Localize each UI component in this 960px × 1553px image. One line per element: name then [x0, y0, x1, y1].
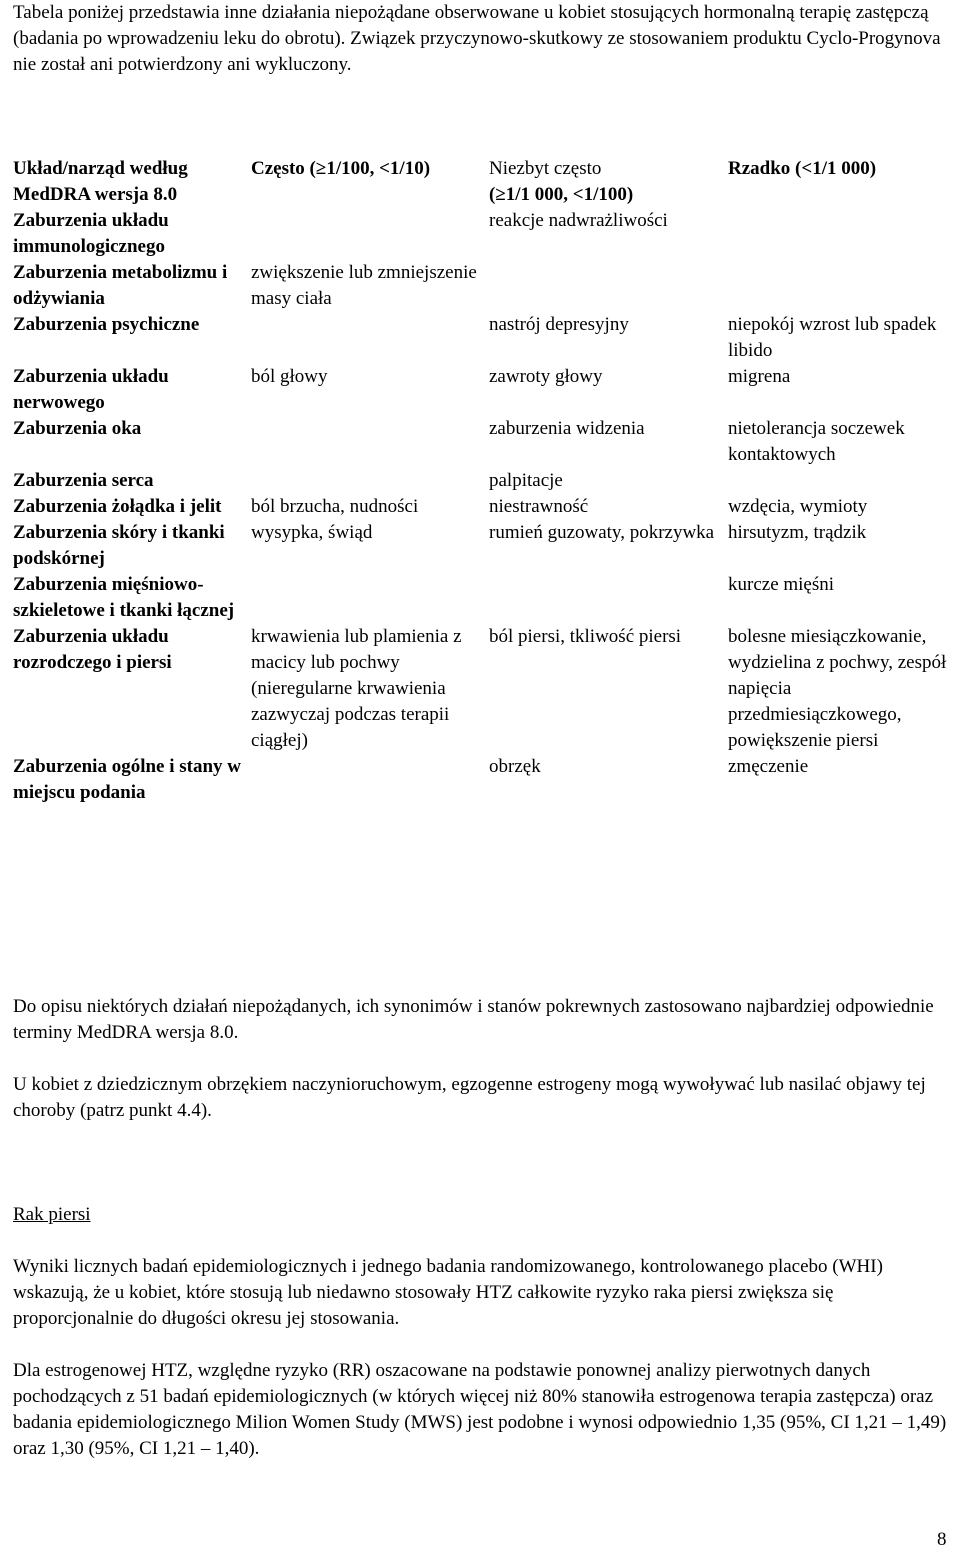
organ-cell: Zaburzenia psychiczne: [13, 314, 200, 335]
common-cell: [251, 312, 489, 364]
organ-cell: Zaburzenia ogólne i stany w miejscu podania: [13, 756, 242, 803]
common-cell: [251, 468, 489, 494]
adverse-events-table: [13, 156, 948, 806]
organ-cell: Zaburzenia układu immunologicznego: [13, 210, 169, 257]
table-row: [13, 416, 948, 468]
breast-cancer-paragraph-2: Dla estrogenowej HTZ, względne ryzyko (RR) oszacowane na podstawie ponownej analizy pierwotnych danych pochodzących z 51 badań epidemiologicznych (w których więcej niż 80% stanowiła estrogenowa terapia zastępcza) oraz badania epidemiologicznego Milion Women Study (MWS) jest podobne i wynosi odpowiednio 1,35 (95%, CI 1,21 – 1,49) oraz 1,30 (95%, CI 1,21 – 1,40).: [13, 1360, 947, 1459]
table-row: [13, 260, 948, 312]
uncommon-cell: rumień guzowaty, pokrzywka: [489, 522, 715, 543]
common-cell: ból głowy: [251, 366, 328, 387]
organ-cell: Zaburzenia mięśniowo-szkieletowe i tkanki łącznej: [13, 574, 235, 621]
header-uncommon: Niezbyt często (≥1/1 000, <1/100): [489, 158, 634, 205]
organ-cell: Zaburzenia układu rozrodczego i piersi: [13, 626, 172, 673]
table-header-row: [13, 156, 948, 208]
angioedema-paragraph: U kobiet z dziedzicznym obrzękiem naczynioruchowym, egzogenne estrogeny mogą wywoływać lub nasilać objawy tej choroby (patrz punkt 4.4).: [13, 1074, 926, 1121]
rare-cell: wzdęcia, wymioty: [728, 496, 868, 517]
rare-cell: nietolerancja soczewek kontaktowych: [728, 418, 905, 465]
uncommon-cell: [489, 572, 728, 624]
table-row: [13, 312, 948, 364]
uncommon-cell: obrzęk: [489, 756, 541, 777]
rare-cell: [728, 260, 948, 312]
common-cell: ból brzucha, nudności: [251, 496, 419, 517]
common-cell: wysypka, świąd: [251, 522, 373, 543]
page-number: 8: [937, 1529, 947, 1550]
rare-cell: niepokój wzrost lub spadek libido: [728, 314, 937, 361]
organ-cell: Zaburzenia serca: [13, 470, 154, 491]
common-cell: [251, 572, 489, 624]
uncommon-cell: reakcje nadwrażliwości: [489, 210, 668, 231]
uncommon-cell: ból piersi, tkliwość piersi: [489, 626, 682, 647]
meddra-note: Do opisu niektórych działań niepożądanych, ich synonimów i stanów pokrewnych zastosowano najbardziej odpowiednie terminy MedDRA wersja 8.0.: [13, 996, 934, 1043]
breast-cancer-paragraph-1: Wyniki licznych badań epidemiologicznych i jednego badania randomizowanego, kontrolowanego placebo (WHI) wskazują, że u kobiet, które stosują lub niedawno stosowały HTZ całkowite ryzyko raka piersi zwiększa się proporcjonalnie do długości okresu jej stosowania.: [13, 1256, 883, 1329]
section-heading: Rak piersi: [13, 1204, 91, 1225]
organ-cell: Zaburzenia skóry i tkanki podskórnej: [13, 522, 225, 569]
table-row: [13, 364, 948, 416]
rare-cell: [728, 468, 948, 494]
uncommon-cell: [489, 260, 728, 312]
header-common: Często (≥1/100, <1/10): [251, 158, 431, 179]
uncommon-cell: niestrawność: [489, 496, 589, 517]
common-cell: [251, 416, 489, 468]
organ-cell: Zaburzenia oka: [13, 418, 142, 439]
table-row: [13, 494, 948, 520]
common-cell: [251, 208, 489, 260]
rare-cell: bolesne miesiączkowanie, wydzielina z pochwy, zespół napięcia przedmiesiączkowego, powiększenie piersi: [728, 626, 947, 751]
common-cell: krwawienia lub plamienia z macicy lub pochwy (nieregularne krwawienia zazwyczaj podczas terapii ciągłej): [251, 626, 462, 751]
rare-cell: [728, 208, 948, 260]
uncommon-cell: zawroty głowy: [489, 366, 603, 387]
rare-cell: kurcze mięśni: [728, 574, 835, 595]
uncommon-cell: nastrój depresyjny: [489, 314, 629, 335]
organ-cell: Zaburzenia żołądka i jelit: [13, 496, 222, 517]
uncommon-cell: palpitacje: [489, 470, 563, 491]
common-cell: zwiększenie lub zmniejszenie masy ciała: [251, 262, 477, 309]
table-row: [13, 754, 948, 806]
header-organ-class: Układ/narząd według MedDRA wersja 8.0: [13, 158, 188, 205]
header-rare: Rzadko (<1/1 000): [728, 158, 877, 179]
table-row: [13, 520, 948, 572]
table-row: [13, 468, 948, 494]
ge-symbol: ≥: [315, 158, 327, 179]
uncommon-cell: zaburzenia widzenia: [489, 418, 645, 439]
ge-symbol: ≥: [495, 184, 506, 205]
table-row: [13, 572, 948, 624]
rare-cell: migrena: [728, 366, 791, 387]
table-row: [13, 208, 948, 260]
table-row: [13, 624, 948, 754]
organ-cell: Zaburzenia układu nerwowego: [13, 366, 169, 413]
common-cell: [251, 754, 489, 806]
rare-cell: hirsutyzm, trądzik: [728, 522, 867, 543]
rare-cell: zmęczenie: [728, 756, 809, 777]
intro-paragraph: Tabela poniżej przedstawia inne działania niepożądane obserwowane u kobiet stosujących hormonalną terapię zastępczą (badania po wprowadzeniu leku do obrotu). Związek przyczynowo-skutkowy ze stosowaniem produktu Cyclo-Progynova nie został ani potwierdzony ani wykluczony.: [13, 2, 941, 75]
organ-cell: Zaburzenia metabolizmu i odżywiania: [13, 262, 228, 309]
